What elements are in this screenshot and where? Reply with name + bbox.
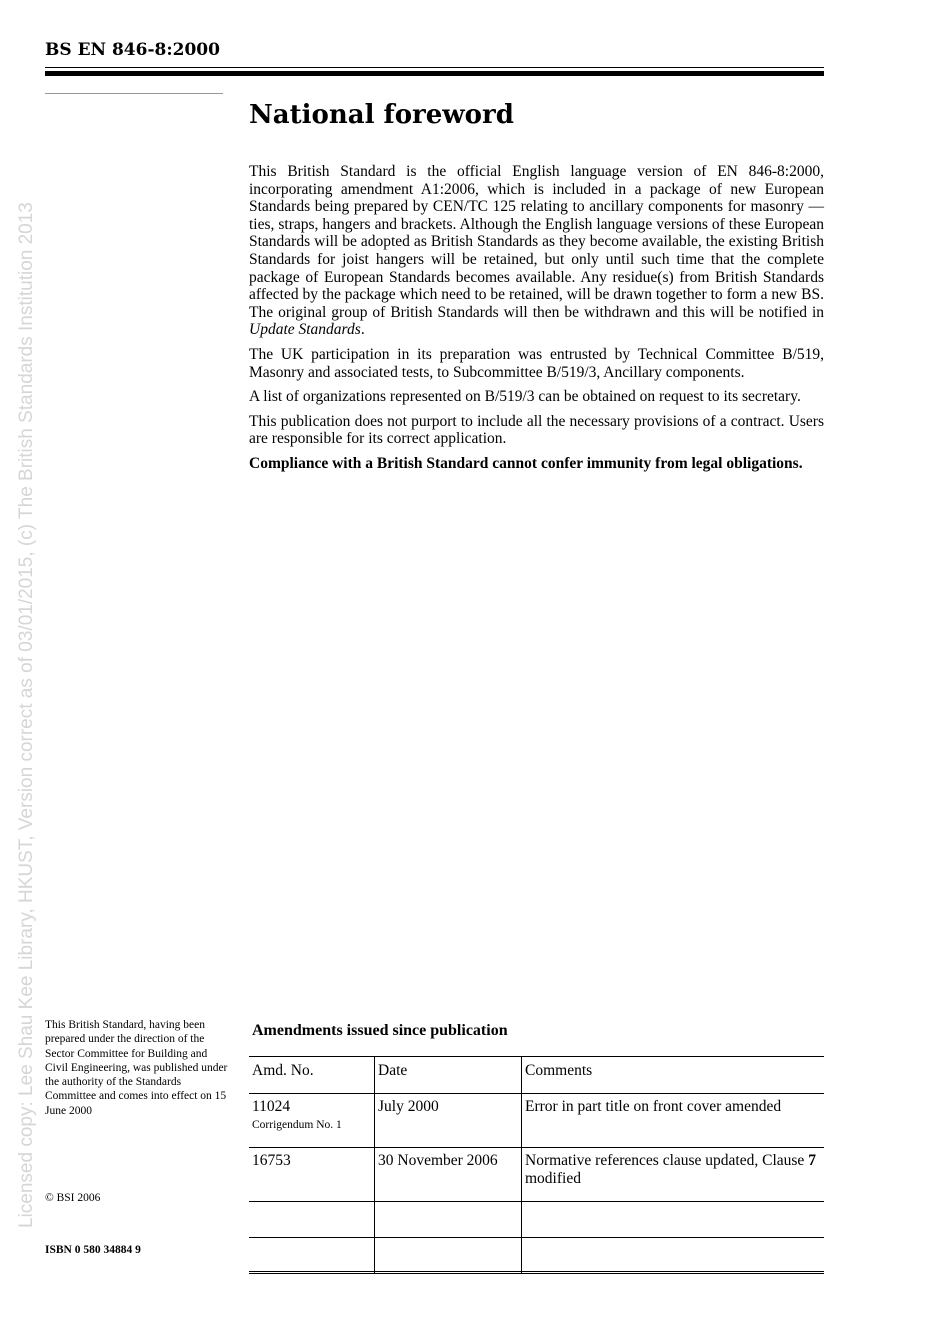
sidebar-rule xyxy=(45,93,223,94)
paragraph-scope-end: . xyxy=(360,321,365,339)
amendments-heading: Amendments issued since publication xyxy=(252,1022,508,1039)
column-header: Amd. No. xyxy=(249,1057,375,1094)
table-row-empty xyxy=(249,1238,824,1274)
table-bottom-rule xyxy=(249,1271,824,1272)
table-header-row xyxy=(249,1057,824,1094)
paragraph-scope xyxy=(249,163,824,339)
copyright: © BSI 2006 xyxy=(45,1192,101,1204)
amd-comment-text: Normative references clause updated, Clause xyxy=(525,1152,809,1169)
paragraph-scope-text: This British Standard is the official English language version of EN 846-8:2000, incorporating amendment A1:2006, which is included in a package of new European Standards being prepared by CEN/TC 125 relating to ancillary components for masonry — ties, straps, hangers and brackets. Although the English language versions of these European Standards will be adopted as British Standards as they become available, the existing British Standards for joist hangers will be retained, but only until such time that the complete package of European Standards becomes available. Any residue(s) from British Standards affected by the package which need to be retained, will be drawn together to form a new BS. The original group of British Standards will then be withdrawn and this will be notified in xyxy=(249,163,824,321)
table-row xyxy=(249,1148,824,1202)
column-header: Date xyxy=(375,1057,522,1094)
isbn: ISBN 0 580 34884 9 xyxy=(45,1244,141,1256)
empty-cell xyxy=(522,1202,825,1238)
document-code: BS EN 846-8:2000 xyxy=(45,40,220,60)
amd-number: 11024 xyxy=(252,1098,291,1115)
page-title: National foreword xyxy=(249,100,514,130)
empty-cell xyxy=(249,1238,375,1274)
empty-cell xyxy=(522,1238,825,1274)
amd-number-cell xyxy=(249,1094,375,1148)
amd-date: 30 November 2006 xyxy=(375,1148,522,1202)
foreword-body xyxy=(249,163,824,480)
amd-date: July 2000 xyxy=(375,1094,522,1148)
clause-number: 7 xyxy=(808,1152,816,1169)
paragraph-organizations: A list of organizations represented on B/519/3 can be obtained on request to its secretary. xyxy=(249,388,801,406)
empty-cell xyxy=(375,1202,522,1238)
amd-subtitle: Corrigendum No. 1 xyxy=(252,1118,342,1131)
paragraph-provisions: This publication does not purport to include all the necessary provisions of a contract. Users are responsible for its correct application. xyxy=(249,412,824,448)
amd-number: 16753 xyxy=(249,1148,375,1202)
amd-comment: Error in part title on front cover amended xyxy=(522,1094,825,1148)
table-row xyxy=(249,1094,824,1148)
update-standards-ref: Update Standards xyxy=(249,321,361,339)
paragraph-participation: The UK participation in its preparation was entrusted by Technical Committee B/519, Masonry and associated tests, to Subcommittee B/519/3, Ancillary components. xyxy=(249,345,824,381)
header-rule-thick xyxy=(45,71,824,76)
license-watermark: Licensed copy: Lee Shau Kee Library, HKUST, Version correct as of 03/01/2015, (c) The British Standards Institution 2013 xyxy=(16,202,37,1228)
empty-cell xyxy=(249,1202,375,1238)
amd-comment-end: modified xyxy=(525,1169,581,1187)
amendments-table xyxy=(249,1056,824,1274)
paragraph-compliance: Compliance with a British Standard cannot confer immunity from legal obligations. xyxy=(249,454,803,472)
column-header: Comments xyxy=(522,1057,825,1094)
table-row-empty xyxy=(249,1202,824,1238)
amd-comment xyxy=(522,1148,825,1202)
publication-note: This British Standard, having been prepared under the direction of the Sector Committee for Building and Civil Engineering, was published under the authority of the Standards Committee and comes into effect on 15 June 2000 xyxy=(45,1019,228,1117)
empty-cell xyxy=(375,1238,522,1274)
header-rule-thin xyxy=(45,67,824,68)
